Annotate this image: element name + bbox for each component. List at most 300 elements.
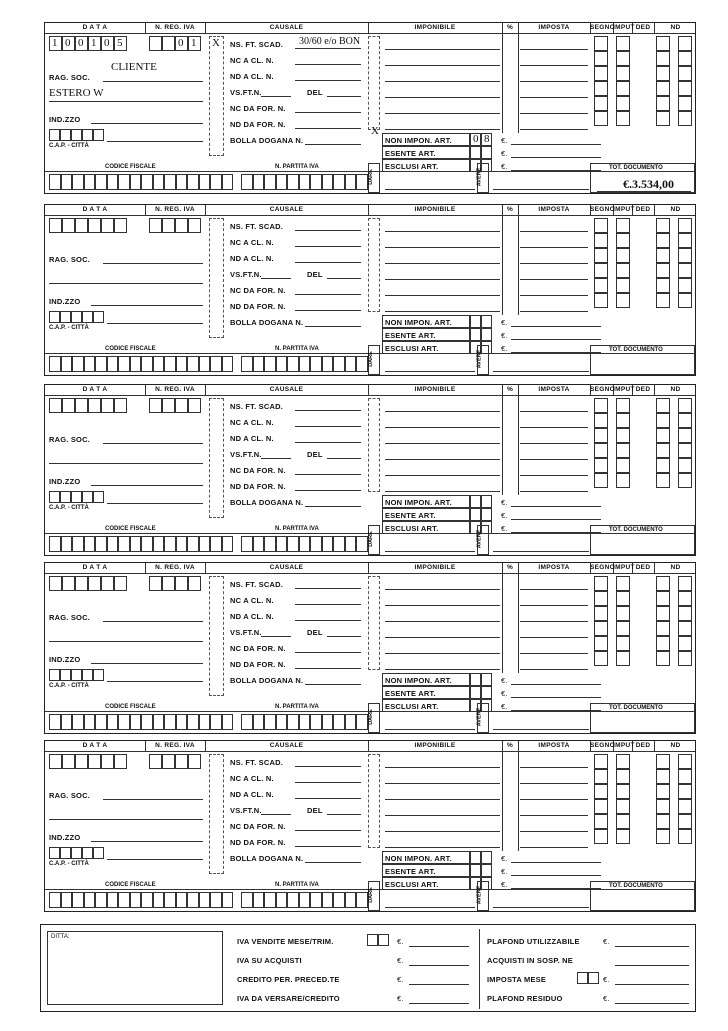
codice-fiscale-cell[interactable] — [164, 892, 176, 908]
date-digit-cell[interactable] — [101, 576, 114, 591]
codice-fiscale-cell[interactable] — [118, 714, 130, 730]
flag-cell[interactable] — [678, 473, 692, 488]
flag-cell[interactable] — [656, 799, 670, 814]
flag-cell[interactable] — [678, 829, 692, 844]
citta-line[interactable] — [107, 681, 203, 682]
flag-cell[interactable] — [656, 278, 670, 293]
codice-fiscale-cell[interactable] — [141, 356, 153, 372]
imponibile-line[interactable] — [385, 459, 500, 460]
avere-line[interactable] — [493, 907, 589, 908]
partita-iva-cell[interactable] — [356, 174, 368, 190]
avere-line[interactable] — [493, 729, 589, 730]
flag-cell[interactable] — [656, 51, 670, 66]
cap-digit-cell[interactable] — [71, 491, 82, 503]
imponibile-line[interactable] — [385, 263, 500, 264]
codice-fiscale-cell[interactable] — [176, 892, 188, 908]
footer-amount-line[interactable] — [409, 946, 469, 947]
partita-iva-cell[interactable] — [345, 714, 357, 730]
cap-digit-cell[interactable] — [60, 669, 71, 681]
date-digit-cell[interactable] — [75, 398, 88, 413]
partita-iva-cell[interactable] — [264, 714, 276, 730]
imponibile-line[interactable] — [385, 831, 500, 832]
codice-fiscale-cell[interactable] — [222, 174, 234, 190]
vat-amount-line[interactable] — [511, 519, 601, 520]
partita-iva-cell[interactable] — [299, 892, 311, 908]
codice-fiscale-cell[interactable] — [118, 536, 130, 552]
avere-line[interactable] — [493, 371, 589, 372]
flag-cell[interactable] — [594, 829, 608, 844]
avere-line[interactable] — [493, 189, 589, 190]
flag-cell[interactable] — [616, 829, 630, 844]
imponibile-line[interactable] — [385, 97, 500, 98]
flag-cell[interactable] — [616, 218, 630, 233]
codice-fiscale-cell[interactable] — [49, 356, 61, 372]
causale-line[interactable] — [295, 64, 361, 65]
imponibile-line[interactable] — [385, 311, 500, 312]
causale-line[interactable] — [295, 782, 361, 783]
codice-fiscale-cell[interactable] — [187, 356, 199, 372]
imposta-line[interactable] — [520, 231, 588, 232]
flag-cell[interactable] — [616, 443, 630, 458]
flag-cell[interactable] — [656, 829, 670, 844]
imponibile-check-column[interactable] — [368, 576, 380, 670]
codice-fiscale-cell[interactable] — [107, 536, 119, 552]
codice-fiscale-cell[interactable] — [153, 174, 165, 190]
partita-iva-cell[interactable] — [310, 892, 322, 908]
imponibile-line[interactable] — [385, 669, 500, 670]
footer-amount-line[interactable] — [409, 984, 469, 985]
art-digit-cell[interactable] — [470, 686, 481, 699]
codice-fiscale-cell[interactable] — [164, 174, 176, 190]
codice-fiscale-cell[interactable] — [176, 714, 188, 730]
art-digit-cell[interactable] — [481, 686, 492, 699]
cap-digit-cell[interactable] — [49, 491, 60, 503]
flag-cell[interactable] — [616, 621, 630, 636]
causale-line[interactable] — [295, 310, 361, 311]
del-line[interactable] — [327, 458, 361, 459]
reg-iva-digit-cell[interactable] — [188, 398, 201, 413]
imposta-line[interactable] — [520, 81, 588, 82]
dare-line[interactable] — [385, 371, 475, 372]
partita-iva-cell[interactable] — [276, 714, 288, 730]
del-line[interactable] — [327, 636, 361, 637]
flag-cell[interactable] — [616, 293, 630, 308]
cap-digit-cell[interactable] — [93, 847, 104, 859]
month-cell[interactable] — [577, 972, 588, 984]
flag-cell[interactable] — [594, 636, 608, 651]
art-digit-cell[interactable] — [470, 508, 481, 521]
flag-cell[interactable] — [656, 621, 670, 636]
codice-fiscale-cell[interactable] — [61, 536, 73, 552]
partita-iva-cell[interactable] — [345, 174, 357, 190]
imposta-line[interactable] — [520, 815, 588, 816]
flag-cell[interactable] — [594, 591, 608, 606]
imponibile-line[interactable] — [385, 65, 500, 66]
flag-cell[interactable] — [616, 233, 630, 248]
flag-cell[interactable] — [594, 754, 608, 769]
partita-iva-cell[interactable] — [241, 536, 253, 552]
date-digit-cell[interactable] — [49, 576, 62, 591]
codice-fiscale-cell[interactable] — [61, 174, 73, 190]
imponibile-line[interactable] — [385, 847, 500, 848]
month-cell[interactable] — [588, 972, 599, 984]
codice-fiscale-cell[interactable] — [61, 356, 73, 372]
flag-cell[interactable] — [678, 428, 692, 443]
imponibile-line[interactable] — [385, 81, 500, 82]
imposta-line[interactable] — [520, 831, 588, 832]
rag-soc-line-2[interactable] — [49, 283, 203, 284]
codice-fiscale-cell[interactable] — [84, 356, 96, 372]
imposta-line[interactable] — [520, 65, 588, 66]
flag-cell[interactable] — [678, 784, 692, 799]
flag-cell[interactable] — [678, 606, 692, 621]
codice-fiscale-cell[interactable] — [49, 174, 61, 190]
flag-cell[interactable] — [678, 81, 692, 96]
partita-iva-cell[interactable] — [276, 892, 288, 908]
flag-cell[interactable] — [656, 814, 670, 829]
flag-cell[interactable] — [616, 96, 630, 111]
partita-iva-cell[interactable] — [322, 174, 334, 190]
flag-cell[interactable] — [594, 413, 608, 428]
flag-cell[interactable] — [656, 636, 670, 651]
causale-line[interactable] — [295, 652, 361, 653]
codice-fiscale-cell[interactable] — [222, 356, 234, 372]
flag-cell[interactable] — [656, 443, 670, 458]
rag-soc-line[interactable] — [103, 799, 203, 800]
imponibile-check-column[interactable] — [368, 398, 380, 492]
flag-cell[interactable] — [678, 111, 692, 126]
imponibile-check-column[interactable] — [368, 218, 380, 312]
flag-cell[interactable] — [656, 66, 670, 81]
flag-cell[interactable] — [678, 754, 692, 769]
flag-cell[interactable] — [616, 413, 630, 428]
codice-fiscale-cell[interactable] — [84, 174, 96, 190]
cap-digit-cell[interactable] — [93, 311, 104, 323]
flag-cell[interactable] — [616, 278, 630, 293]
flag-cell[interactable] — [594, 278, 608, 293]
imponibile-line[interactable] — [385, 637, 500, 638]
cap-digit-cell[interactable] — [71, 847, 82, 859]
causale-line[interactable] — [295, 668, 361, 669]
date-digit-cell[interactable] — [114, 398, 127, 413]
cap-digit-cell[interactable] — [82, 669, 93, 681]
imposta-line[interactable] — [520, 475, 588, 476]
flag-cell[interactable] — [594, 606, 608, 621]
dare-line[interactable] — [385, 189, 475, 190]
flag-cell[interactable] — [594, 96, 608, 111]
causale-line[interactable] — [295, 48, 361, 49]
art-digit-cell[interactable] — [470, 864, 481, 877]
codice-fiscale-cell[interactable] — [141, 174, 153, 190]
flag-cell[interactable] — [656, 413, 670, 428]
partita-iva-cell[interactable] — [241, 892, 253, 908]
codice-fiscale-cell[interactable] — [72, 536, 84, 552]
imposta-line[interactable] — [520, 767, 588, 768]
partita-iva-cell[interactable] — [333, 536, 345, 552]
dare-line[interactable] — [385, 551, 475, 552]
codice-fiscale-cell[interactable] — [72, 892, 84, 908]
codice-fiscale-cell[interactable] — [199, 714, 211, 730]
codice-fiscale-cell[interactable] — [84, 714, 96, 730]
partita-iva-cell[interactable] — [333, 174, 345, 190]
codice-fiscale-cell[interactable] — [187, 536, 199, 552]
footer-amount-line[interactable] — [615, 946, 689, 947]
avere-line[interactable] — [493, 551, 589, 552]
partita-iva-cell[interactable] — [322, 356, 334, 372]
date-digit-cell[interactable] — [62, 754, 75, 769]
imposta-line[interactable] — [520, 491, 588, 492]
flag-cell[interactable] — [678, 36, 692, 51]
codice-fiscale-cell[interactable] — [199, 536, 211, 552]
codice-fiscale-cell[interactable] — [153, 356, 165, 372]
codice-fiscale-cell[interactable] — [107, 174, 119, 190]
partita-iva-cell[interactable] — [333, 356, 345, 372]
footer-amount-line[interactable] — [409, 965, 469, 966]
partita-iva-cell[interactable] — [287, 536, 299, 552]
imponibile-line[interactable] — [385, 589, 500, 590]
footer-amount-line[interactable] — [615, 984, 689, 985]
flag-cell[interactable] — [678, 66, 692, 81]
reg-iva-digit-cell[interactable] — [175, 576, 188, 591]
causale-check-column[interactable] — [209, 576, 224, 696]
imposta-line[interactable] — [520, 443, 588, 444]
partita-iva-cell[interactable] — [264, 356, 276, 372]
codice-fiscale-cell[interactable] — [118, 892, 130, 908]
flag-cell[interactable] — [616, 248, 630, 263]
imposta-line[interactable] — [520, 799, 588, 800]
codice-fiscale-cell[interactable] — [84, 892, 96, 908]
art-digit-cell[interactable] — [470, 673, 481, 686]
flag-cell[interactable] — [594, 443, 608, 458]
flag-cell[interactable] — [594, 769, 608, 784]
causale-check-column[interactable] — [209, 398, 224, 518]
reg-iva-digit-cell[interactable] — [149, 218, 162, 233]
causale-line[interactable] — [295, 410, 361, 411]
partita-iva-cell[interactable] — [345, 536, 357, 552]
cap-digit-cell[interactable] — [71, 669, 82, 681]
citta-line[interactable] — [107, 859, 203, 860]
imposta-line[interactable] — [520, 129, 588, 130]
ind-zzo-line[interactable] — [91, 663, 203, 664]
del-line[interactable] — [327, 814, 361, 815]
partita-iva-cell[interactable] — [264, 892, 276, 908]
codice-fiscale-cell[interactable] — [210, 536, 222, 552]
dare-line[interactable] — [385, 729, 475, 730]
causale-line[interactable] — [295, 830, 361, 831]
flag-cell[interactable] — [616, 606, 630, 621]
partita-iva-cell[interactable] — [356, 356, 368, 372]
codice-fiscale-cell[interactable] — [118, 356, 130, 372]
imponibile-line[interactable] — [385, 621, 500, 622]
flag-cell[interactable] — [616, 263, 630, 278]
flag-cell[interactable] — [656, 263, 670, 278]
date-digit-cell[interactable] — [62, 218, 75, 233]
codice-fiscale-cell[interactable] — [222, 536, 234, 552]
codice-fiscale-cell[interactable] — [210, 714, 222, 730]
art-digit-cell[interactable] — [481, 864, 492, 877]
codice-fiscale-cell[interactable] — [164, 536, 176, 552]
causale-line[interactable] — [305, 144, 361, 145]
imponibile-line[interactable] — [385, 129, 500, 130]
flag-cell[interactable] — [678, 263, 692, 278]
partita-iva-cell[interactable] — [322, 536, 334, 552]
imposta-line[interactable] — [520, 621, 588, 622]
reg-iva-digit-cell[interactable] — [162, 218, 175, 233]
codice-fiscale-cell[interactable] — [130, 892, 142, 908]
imponibile-line[interactable] — [385, 443, 500, 444]
flag-cell[interactable] — [594, 36, 608, 51]
flag-cell[interactable] — [594, 248, 608, 263]
cap-digit-cell[interactable] — [49, 311, 60, 323]
flag-cell[interactable] — [594, 473, 608, 488]
causale-line[interactable] — [261, 636, 291, 637]
flag-cell[interactable] — [656, 218, 670, 233]
codice-fiscale-cell[interactable] — [210, 892, 222, 908]
imponibile-line[interactable] — [385, 815, 500, 816]
rag-soc-line[interactable] — [103, 443, 203, 444]
rag-soc-line-2[interactable] — [49, 641, 203, 642]
imponibile-line[interactable] — [385, 799, 500, 800]
partita-iva-cell[interactable] — [287, 714, 299, 730]
imposta-line[interactable] — [520, 427, 588, 428]
vat-amount-line[interactable] — [511, 684, 601, 685]
codice-fiscale-cell[interactable] — [72, 356, 84, 372]
citta-line[interactable] — [107, 141, 203, 142]
codice-fiscale-cell[interactable] — [49, 536, 61, 552]
causale-check-column[interactable] — [209, 754, 224, 874]
codice-fiscale-cell[interactable] — [130, 174, 142, 190]
codice-fiscale-cell[interactable] — [199, 356, 211, 372]
flag-cell[interactable] — [678, 814, 692, 829]
ditta-box[interactable] — [47, 931, 223, 1005]
cap-digit-cell[interactable] — [71, 311, 82, 323]
period-cell[interactable] — [367, 934, 378, 946]
imponibile-line[interactable] — [385, 605, 500, 606]
partita-iva-cell[interactable] — [264, 536, 276, 552]
flag-cell[interactable] — [594, 621, 608, 636]
codice-fiscale-cell[interactable] — [95, 356, 107, 372]
flag-cell[interactable] — [656, 784, 670, 799]
cap-digit-cell[interactable] — [82, 311, 93, 323]
cap-digit-cell[interactable] — [82, 847, 93, 859]
flag-cell[interactable] — [678, 278, 692, 293]
causale-line[interactable] — [261, 96, 291, 97]
cap-digit-cell[interactable] — [82, 491, 93, 503]
imponibile-line[interactable] — [385, 49, 500, 50]
art-digit-cell[interactable] — [481, 851, 492, 864]
imposta-line[interactable] — [520, 295, 588, 296]
partita-iva-cell[interactable] — [299, 714, 311, 730]
vat-amount-line[interactable] — [511, 326, 601, 327]
flag-cell[interactable] — [678, 636, 692, 651]
causale-line[interactable] — [295, 604, 361, 605]
date-digit-cell[interactable] — [114, 754, 127, 769]
cap-digit-cell[interactable] — [60, 847, 71, 859]
vat-amount-line[interactable] — [511, 875, 601, 876]
rag-soc-line-2[interactable] — [49, 819, 203, 820]
causale-line[interactable] — [295, 80, 361, 81]
imponibile-line[interactable] — [385, 279, 500, 280]
causale-line[interactable] — [295, 262, 361, 263]
causale-line[interactable] — [295, 442, 361, 443]
flag-cell[interactable] — [678, 799, 692, 814]
imponibile-line[interactable] — [385, 491, 500, 492]
partita-iva-cell[interactable] — [287, 356, 299, 372]
flag-cell[interactable] — [678, 591, 692, 606]
imposta-line[interactable] — [520, 669, 588, 670]
imponibile-check-column[interactable] — [368, 36, 380, 130]
flag-cell[interactable] — [616, 458, 630, 473]
flag-cell[interactable] — [616, 51, 630, 66]
date-digit-cell[interactable] — [114, 576, 127, 591]
causale-line[interactable] — [261, 278, 291, 279]
flag-cell[interactable] — [678, 576, 692, 591]
art-digit-cell[interactable] — [470, 315, 481, 328]
flag-cell[interactable] — [594, 81, 608, 96]
imposta-line[interactable] — [520, 589, 588, 590]
codice-fiscale-cell[interactable] — [164, 714, 176, 730]
flag-cell[interactable] — [616, 576, 630, 591]
codice-fiscale-cell[interactable] — [130, 714, 142, 730]
partita-iva-cell[interactable] — [276, 356, 288, 372]
imponibile-line[interactable] — [385, 427, 500, 428]
flag-cell[interactable] — [656, 458, 670, 473]
flag-cell[interactable] — [656, 651, 670, 666]
art-digit-cell[interactable] — [481, 495, 492, 508]
partita-iva-cell[interactable] — [287, 174, 299, 190]
date-digit-cell[interactable] — [114, 218, 127, 233]
flag-cell[interactable] — [656, 769, 670, 784]
causale-line[interactable] — [295, 798, 361, 799]
codice-fiscale-cell[interactable] — [187, 714, 199, 730]
partita-iva-cell[interactable] — [310, 356, 322, 372]
partita-iva-cell[interactable] — [356, 714, 368, 730]
reg-iva-digit-cell[interactable] — [188, 218, 201, 233]
causale-line[interactable] — [295, 620, 361, 621]
art-digit-cell[interactable] — [481, 328, 492, 341]
flag-cell[interactable] — [594, 398, 608, 413]
imposta-line[interactable] — [520, 97, 588, 98]
imposta-line[interactable] — [520, 411, 588, 412]
imposta-line[interactable] — [520, 263, 588, 264]
codice-fiscale-cell[interactable] — [199, 174, 211, 190]
causale-line[interactable] — [295, 426, 361, 427]
causale-line[interactable] — [295, 128, 361, 129]
date-digit-cell[interactable] — [88, 754, 101, 769]
partita-iva-cell[interactable] — [310, 174, 322, 190]
flag-cell[interactable] — [616, 814, 630, 829]
imposta-line[interactable] — [520, 637, 588, 638]
imponibile-line[interactable] — [385, 295, 500, 296]
flag-cell[interactable] — [616, 66, 630, 81]
date-digit-cell[interactable] — [101, 218, 114, 233]
flag-cell[interactable] — [594, 218, 608, 233]
reg-iva-digit-cell[interactable] — [149, 398, 162, 413]
cap-digit-cell[interactable] — [71, 129, 82, 141]
flag-cell[interactable] — [656, 591, 670, 606]
imponibile-line[interactable] — [385, 767, 500, 768]
reg-iva-digit-cell[interactable] — [175, 398, 188, 413]
causale-line[interactable] — [295, 846, 361, 847]
codice-fiscale-cell[interactable] — [153, 536, 165, 552]
reg-iva-digit-cell[interactable] — [162, 36, 175, 51]
art-digit-cell[interactable] — [470, 146, 481, 159]
art-digit-cell[interactable] — [481, 508, 492, 521]
flag-cell[interactable] — [656, 576, 670, 591]
flag-cell[interactable] — [656, 606, 670, 621]
flag-cell[interactable] — [616, 784, 630, 799]
codice-fiscale-cell[interactable] — [107, 892, 119, 908]
